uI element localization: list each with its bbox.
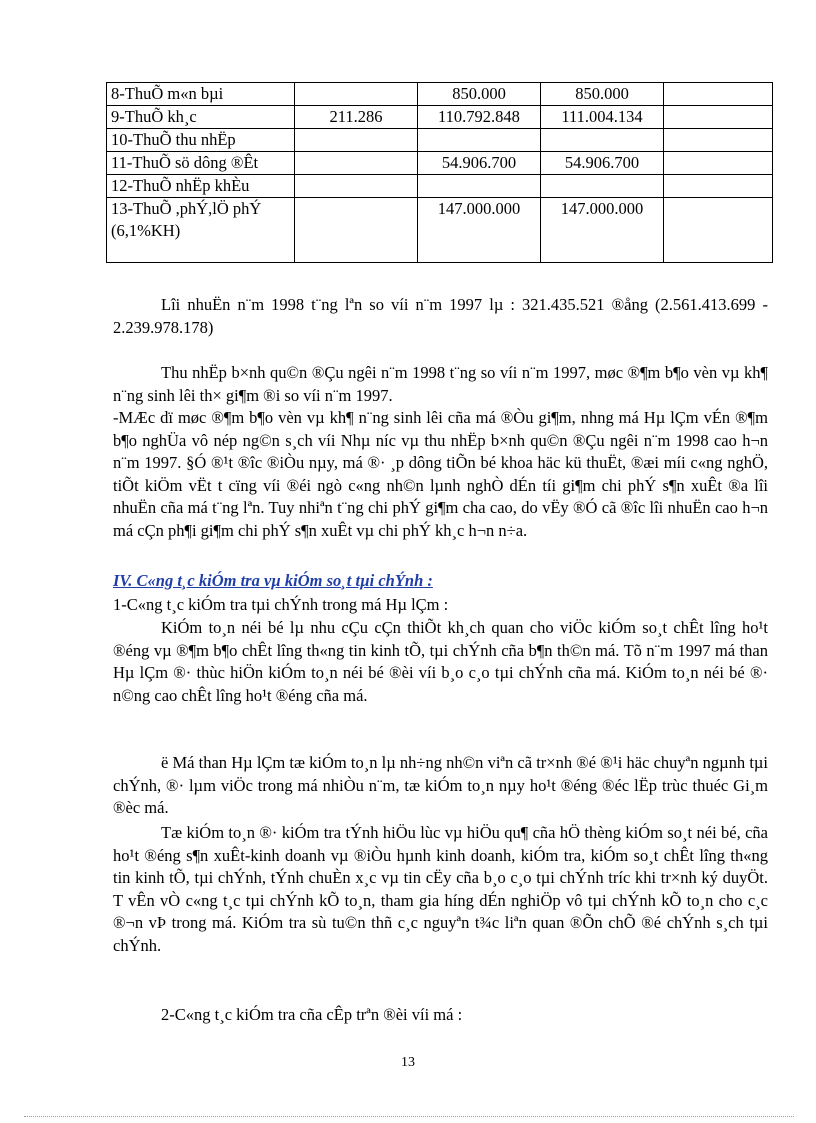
table-cell: 8-ThuÕ m«n bµi [107, 83, 295, 106]
table-cell: 147.000.000 [418, 198, 541, 263]
audit-activities-paragraph: Tæ kiÓm to¸n ®· kiÓm tra tÝnh hiÖu lùc vµ hiÖu qu¶ cña hÖ thèng kiÓm so¸t néi bé, cña ho¹t ®éng s¶n xuÊt-kinh doanh vµ ®iÒu hµnh kinh doanh, kiÓm tra, kiÓm so¸t chÊt lîng th«ng tin kinh tÕ, tµi chÝnh, tÝnh chuÈn x¸c vµ tin cËy cña b¸o c¸o tµi chÝnh tríc khi tr×nh ký duyÖt. T vÊn vÒ c«ng t¸c tµi chÝnh kÕ to¸n, tham gia híng dÉn nghiÖp vô tµi chÝnh kÕ to¸n cho c¸c ®¬n vÞ trong má. KiÓm tra sù tu©n thñ c¸c nguyªn t¾c liªn quan ®Õn chÕ ®é chÝnh s¸ch tµi chÝnh. [113, 823, 768, 955]
subsection-title-2: 2-C«ng t¸c kiÓm tra cña cÊp trªn ®èi víi má : [161, 1005, 463, 1024]
table-cell: 850.000 [418, 83, 541, 106]
table-cell [541, 175, 664, 198]
page-number: 13 [401, 1055, 415, 1070]
table-cell: 9-ThuÕ kh¸c [107, 106, 295, 129]
analysis-paragraph: -MÆc dï møc ®¶m b¶o vèn vµ kh¶ n¨ng sinh lêi cña má ®Òu gi¶m, nhng má Hµ lÇm vÉn ®¶m b¶o nghÜa vô nép ng©n s¸ch víi Nhµ níc vµ thu nhËp b×nh qu©n ®Çu ngêi n¨m 1998 cao h¬n n¨m 1997. §Ó ®¹t ®îc ®iÒu nµy, má ®· ¸p dông tiÕn bé khoa häc kü thuËt, ®æi míi c«ng nghÖ, tiÕt kiÖm vËt t cïng víi ®éi ngò c«ng nh©n lµnh nghÒ dÉn tíi gi¶m chi phÝ s¶n xuÊt ®a lîi nhuËn cña má t¨ng lªn. Tuy nhiªn t¨ng chi phÝ gi¶m cha cao, do vËy ®Ó cã ®îc lîi nhuËn cao h¬n má cÇn ph¶i gi¶m chi phÝ s¶n xuÊt vµ chi phÝ kh¸c h¬n n÷a. [113, 408, 768, 540]
tax-table [106, 82, 773, 263]
table-cell [295, 83, 418, 106]
profit-paragraph: Lîi nhuËn n¨m 1998 t¨ng lªn so víi n¨m 1997 lµ : 321.435.521 ®ång (2.561.413.699 - 2.239.978.178) [113, 295, 768, 337]
subsection-title-1: 1-C«ng t¸c kiÓm tra tµi chÝnh trong má Hµ lÇm : [113, 595, 449, 614]
income-paragraph: Thu nhËp b×nh qu©n ®Çu ngêi n¨m 1998 t¨ng so víi n¨m 1997, møc ®¶m b¶o vèn vµ kh¶ n¨ng sinh lêi th× gi¶m ®i so víi n¨m 1997. [113, 363, 768, 405]
audit-team-paragraph: ë Má than Hµ lÇm tæ kiÓm to¸n lµ nh÷ng nh©n viªn cã tr×nh ®é ®¹i häc chuyªn ngµnh tµi chÝnh, ®· lµm viÖc trong má nhiÒu n¨m, tæ kiÓm to¸n nµy ho¹t ®éng ®éc lËp trùc thuéc Gi¸m ®èc má. [113, 753, 768, 817]
table-cell [295, 175, 418, 198]
table-cell [664, 106, 773, 129]
table-cell [664, 83, 773, 106]
table-cell [664, 129, 773, 152]
table-cell [664, 175, 773, 198]
table-row [107, 129, 773, 152]
table-cell: 11-ThuÕ sö dông ®Êt [107, 152, 295, 175]
table-cell: 211.286 [295, 106, 418, 129]
table-cell [295, 129, 418, 152]
table-cell [541, 129, 664, 152]
table-cell: 12-ThuÕ nhËp khÈu [107, 175, 295, 198]
table-cell [295, 152, 418, 175]
footer-divider [24, 1116, 794, 1117]
table-cell [295, 198, 418, 263]
table-cell [664, 152, 773, 175]
table-cell: 54.906.700 [418, 152, 541, 175]
table-cell: 850.000 [541, 83, 664, 106]
section-heading: IV. C«ng t¸c kiÓm tra vµ kiÓm so¸t tµi chÝnh : [113, 571, 433, 590]
table-row [107, 175, 773, 198]
table-cell: 10-ThuÕ thu nhËp [107, 129, 295, 152]
table-cell: 111.004.134 [541, 106, 664, 129]
table-cell: 13-ThuÕ ,phÝ,lÖ phÝ (6,1%KH) [107, 198, 295, 263]
audit-paragraph: KiÓm to¸n néi bé lµ nhu cÇu cÇn thiÕt kh¸ch quan cho viÖc kiÓm so¸t chÊt lîng ho¹t ®éng vµ ®¶m b¶o chÊt lîng th«ng tin kinh tÕ, tµi chÝnh cña b¶n th©n má. Tõ n¨m 1997 má than Hµ lÇm ®· thùc hiÖn kiÓm to¸n néi bé ®èi víi b¸o c¸o tµi chÝnh cña má. KiÓm to¸n néi bé ®· n©ng cao chÊt lîng ho¹t ®éng cña má. [113, 618, 768, 705]
table-cell [664, 198, 773, 263]
table-cell: 110.792.848 [418, 106, 541, 129]
table-row [107, 106, 773, 129]
table-cell [418, 129, 541, 152]
table-cell: 147.000.000 [541, 198, 664, 263]
table-row [107, 198, 773, 263]
table-row [107, 83, 773, 106]
table-cell [418, 175, 541, 198]
table-cell: 54.906.700 [541, 152, 664, 175]
table-row [107, 152, 773, 175]
